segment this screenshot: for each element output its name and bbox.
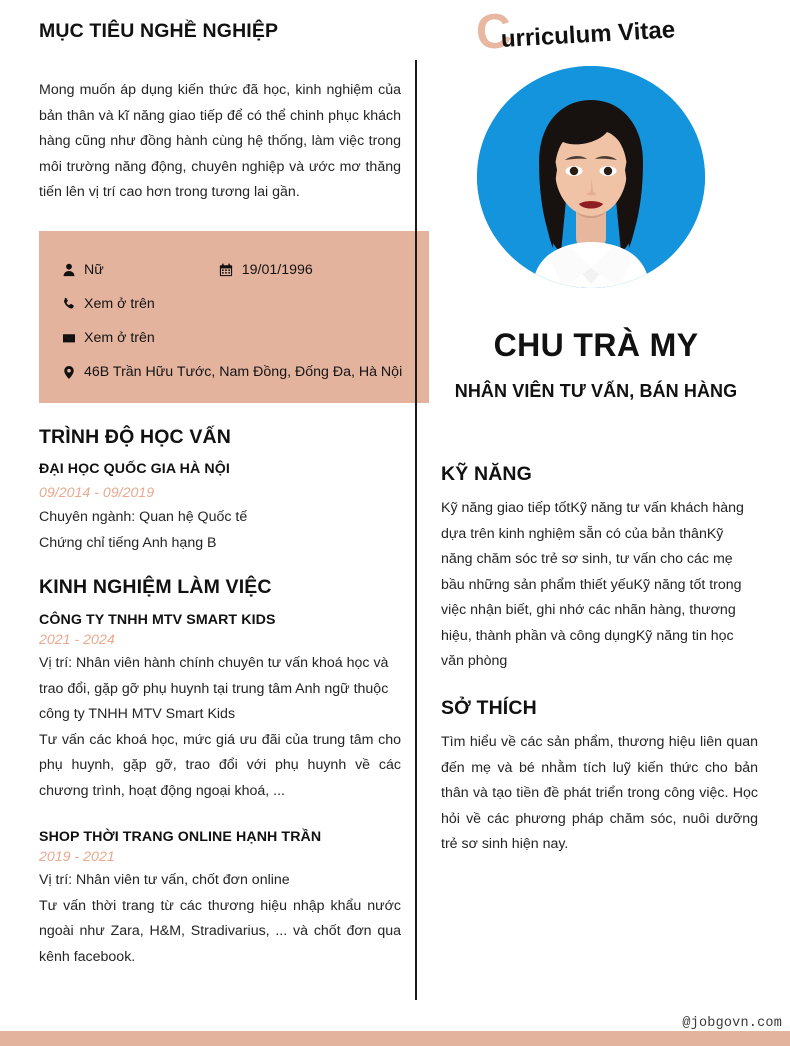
experience-date-range: 2021 - 2024 [39,632,115,648]
watermark: @jobgovn.com [682,1016,782,1031]
contact-address [61,364,402,380]
experience-entry [39,829,401,970]
experience-description-duties: Tư vấn thời trang từ các thương hiệu nhập khẩu nước ngoài như Zara, H&M, Stradivarius, ... và chốt đơn qua kênh facebook. [39,897,401,965]
experience-company-name: SHOP THỜI TRANG ONLINE HẠNH TRẦN [39,829,322,845]
contact-gender-value: Nữ [84,262,104,278]
curriculum-vitae-logo [474,3,726,61]
contact-address-value: 46B Trần Hữu Tước, Nam Đồng, Đống Đa, Hà Nội [84,364,403,380]
section-title-education: TRÌNH ĐỘ HỌC VẤN [39,426,231,448]
hobbies-paragraph: Tìm hiểu về các sản phẩm, thương hiệu liên quan đến mẹ và bé nhằm tích luỹ kiến thức cho bản thân và tạo tiền đề phát triển trong công việc. Học hỏi về các phương pháp chăm sóc, nuôi dưỡng trẻ sơ sinh hiện nay. [441,734,758,853]
footer-accent-bar [0,1031,790,1046]
contact-email [61,330,155,346]
experience-description-role: Vị trí: Nhân viên tư vấn, chốt đơn online [39,872,290,888]
experience-description-duties: Tư vấn các khoá học, mức giá ưu đãi của trung tâm cho phụ huynh, gặp gỡ, trao đổi với phụ huynh về các chương trình, hoạt động ngoại khoá, ... [39,731,401,799]
job-position-subtitle: NHÂN VIÊN TƯ VẤN, BÁN HÀNG [454,381,738,401]
logo-text: urriculum Vitae [500,16,676,53]
education-detail-major: Chuyên ngành: Quan hệ Quốc tế [39,509,248,525]
calendar-icon [219,263,234,278]
person-icon [61,263,76,278]
skills-paragraph: Kỹ năng giao tiếp tốtKỹ năng tư vấn khách hàng dựa trên kinh nghiệm sẵn có của bản thânKỹ năng chăm sóc trẻ sơ sinh, tư vấn cho các mẹ bầu những sản phẩm thiết yếuKỹ năng tốt trong việc nhận biết, ghi nhớ các nhãn hàng, thương hiệu, thành phần và công dụngKỹ năng tin học văn phòng [441,500,744,670]
section-title-skills: KỸ NĂNG [441,463,532,486]
contact-info-card [39,231,429,403]
experience-date-range: 2019 - 2021 [39,849,115,865]
page-title: CHU TRÀ MY [493,327,699,363]
phone-icon [61,297,76,312]
objective-paragraph: Mong muốn áp dụng kiến thức đã học, kinh nghiệm của bản thân và kĩ năng giao tiếp để có thể chinh phục khách hàng cũng như đồng hành cùng hệ thống, làm việc trong môi trường năng động, chuyên nghiệp và ước mơ thăng tiến lên vị trí cao hơn trong tương lai gần. [39,82,401,200]
experience-entry [39,612,401,804]
contact-email-value: Xem ở trên [84,330,155,346]
section-title-objective: MỤC TIÊU NGHỀ NGHIỆP [39,20,279,42]
contact-row-gender-birthday [61,253,429,287]
envelope-icon [61,331,76,346]
education-school-name: ĐẠI HỌC QUỐC GIA HÀ NỘI [39,461,230,477]
avatar [477,66,705,288]
location-pin-icon [61,365,76,380]
education-date-range: 09/2014 - 09/2019 [39,485,155,501]
contact-row-address [61,355,429,389]
contact-row-email [61,321,429,355]
section-title-hobbies: SỞ THÍCH [441,697,537,720]
contact-phone-value: Xem ở trên [84,296,155,312]
logo-letter-c: C [474,3,514,61]
experience-description-role: Vị trí: Nhân viên hành chính chuyên tư vấn khoá học và trao đổi, gặp gỡ phụ huynh tại trung tâm Anh ngữ thuộc công ty TNHH MTV Smart Kids [39,655,389,722]
contact-phone [61,296,155,312]
section-title-experience: KINH NGHIỆM LÀM VIỆC [39,576,272,598]
contact-row-phone [61,287,429,321]
column-divider [415,60,417,1000]
education-detail-certificate: Chứng chỉ tiếng Anh hạng B [39,535,217,551]
contact-gender [61,262,104,278]
contact-birthday-value: 19/01/1996 [241,262,313,278]
experience-company-name: CÔNG TY TNHH MTV SMART KIDS [39,612,276,628]
contact-birthday [219,262,313,278]
